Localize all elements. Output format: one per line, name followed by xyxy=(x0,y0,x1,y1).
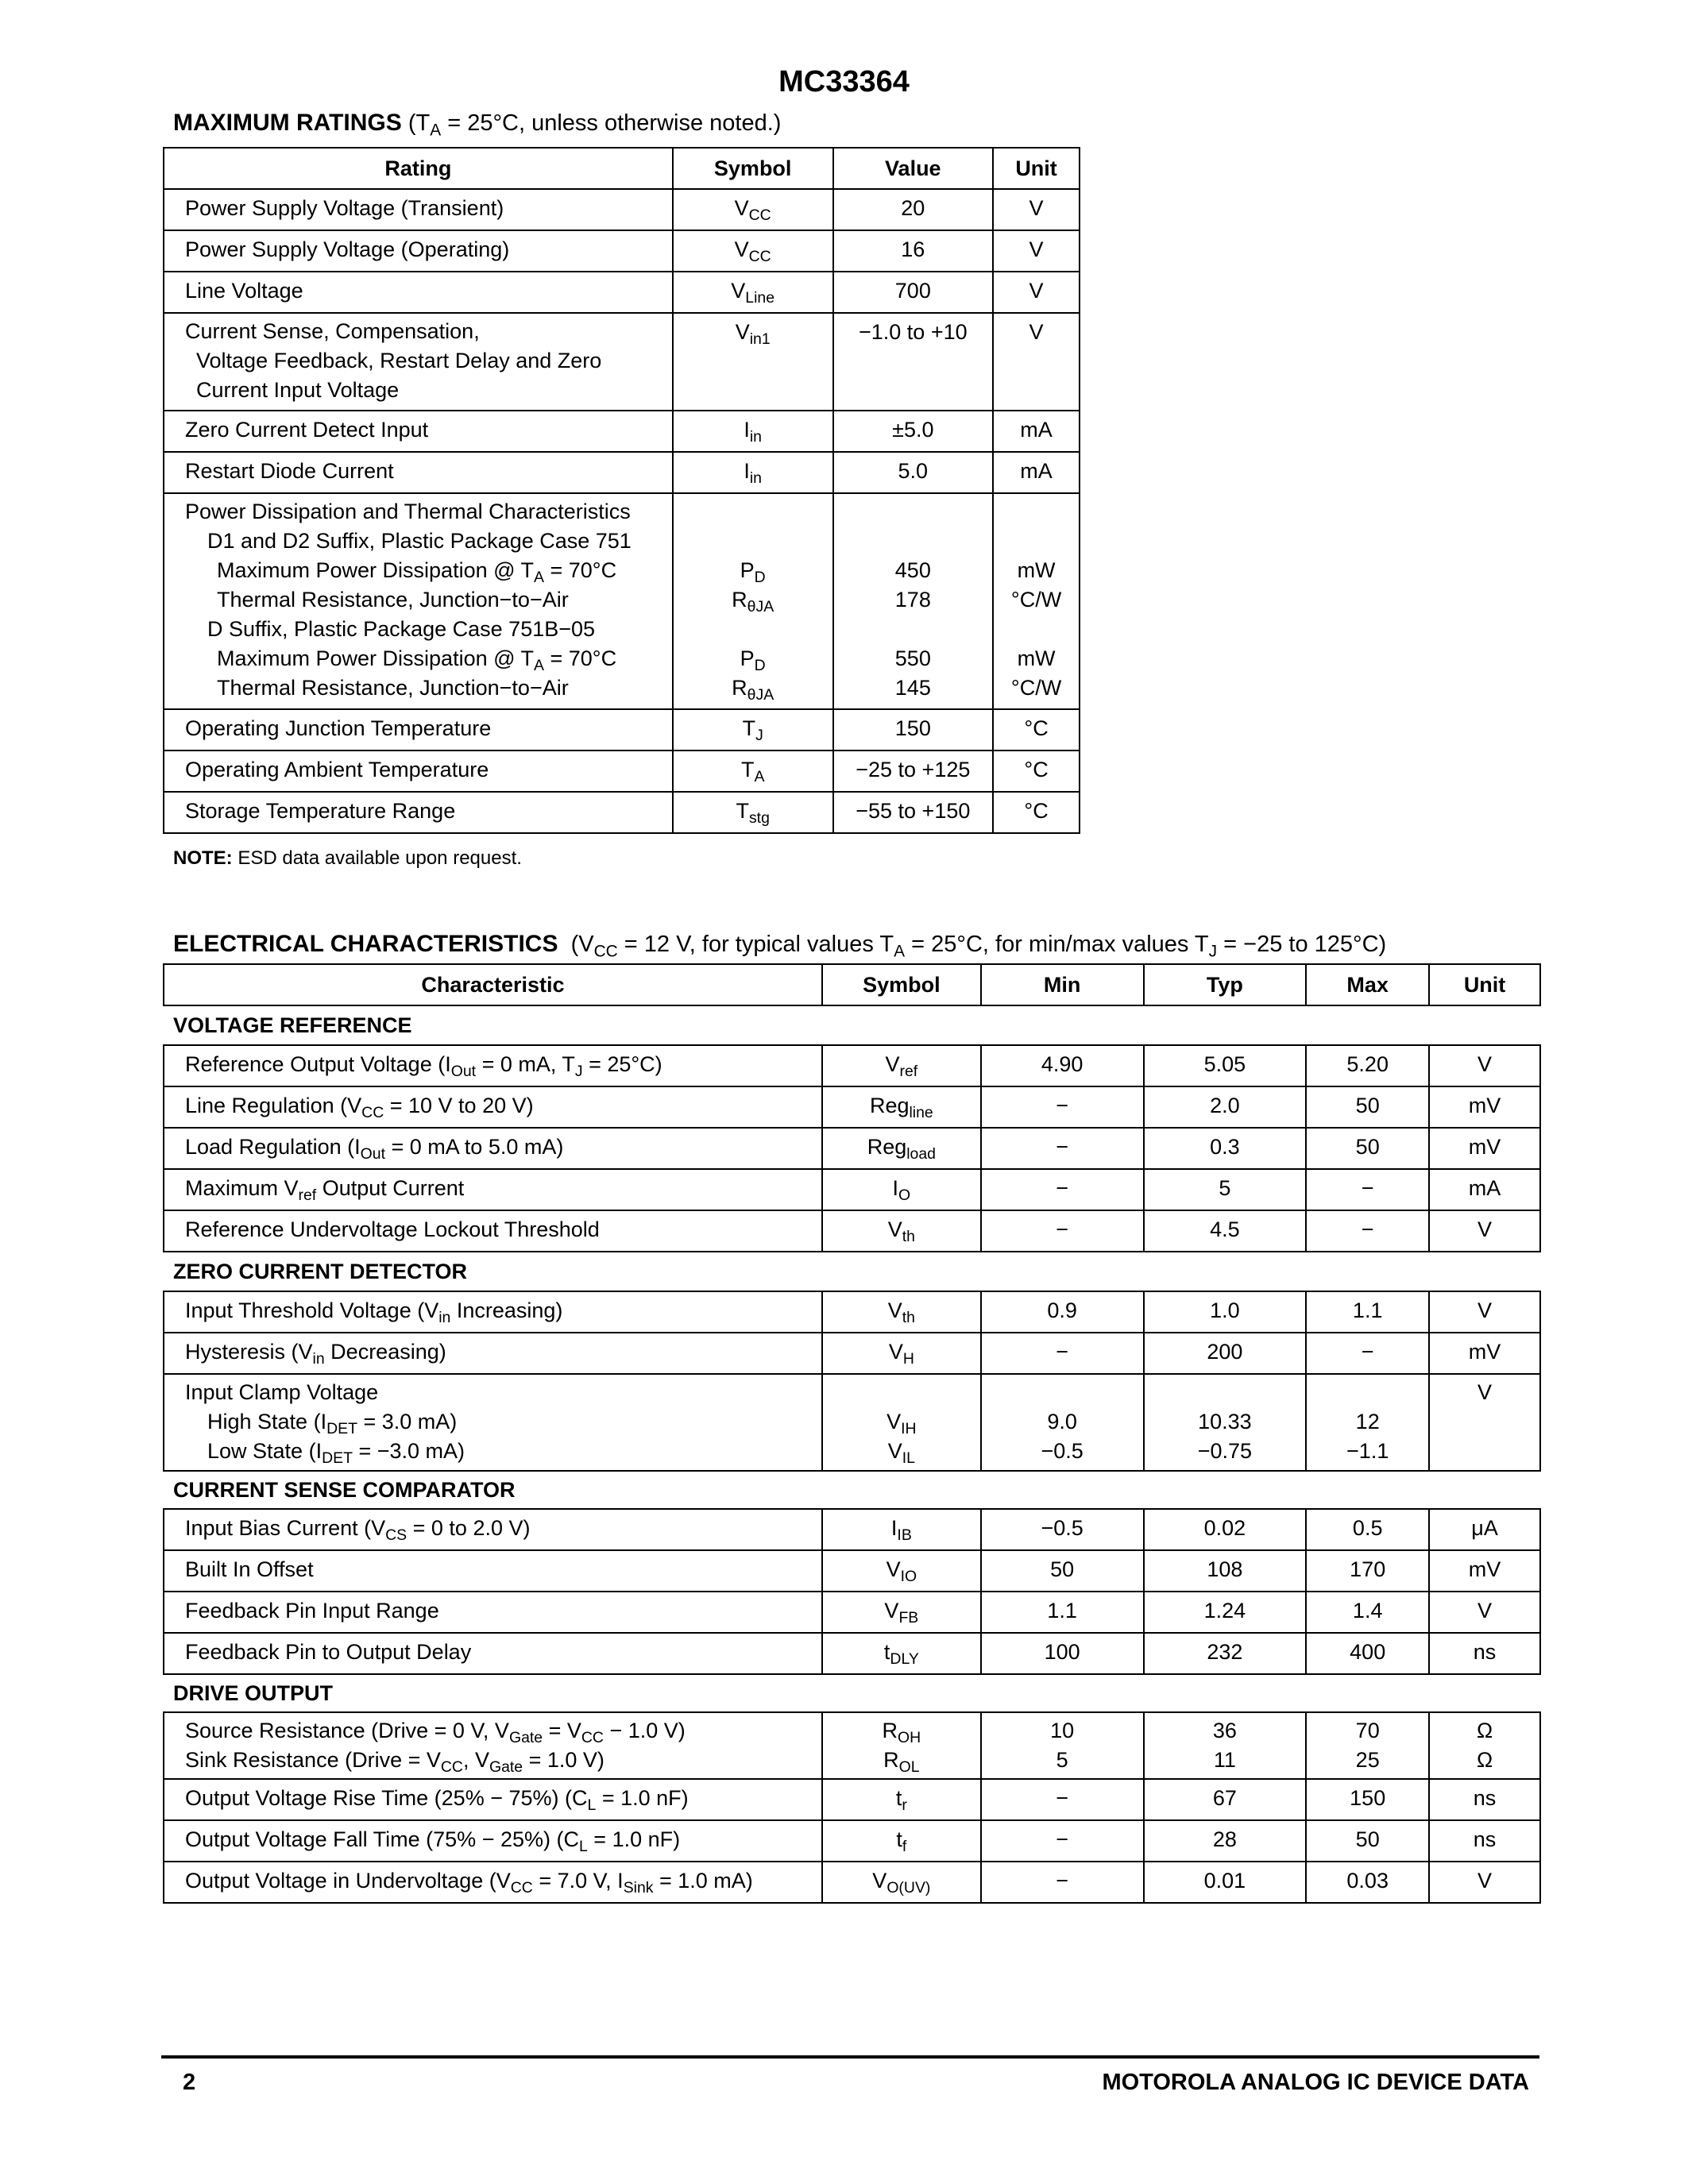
typ-cell: 67 xyxy=(1144,1779,1307,1820)
table-header-row xyxy=(164,148,1080,189)
min-cell: − xyxy=(981,1862,1144,1903)
symbol-cell: $T_J$ xyxy=(673,709,833,751)
typ-cell: 4.5 xyxy=(1144,1210,1307,1252)
unit-cell: V xyxy=(993,189,1080,230)
typ-cell: 1.24 xyxy=(1144,1592,1307,1633)
table-row xyxy=(164,452,1080,493)
max-cell: 0.03 xyxy=(1306,1862,1429,1903)
unit-cell: °C xyxy=(993,751,1080,792)
column-header: Unit xyxy=(993,148,1080,189)
min-cell: 9.0 −0.5 xyxy=(981,1374,1144,1471)
max-ratings-heading: MAXIMUM RATINGS ($T_A = 25^\circ C$, unless otherwise noted.) xyxy=(173,110,782,140)
characteristic-cell: Output Voltage Fall Time (75% − 25%) ($C_L = 1.0$ nF) xyxy=(164,1820,822,1862)
table-row xyxy=(164,709,1080,751)
unit-cell: mA xyxy=(993,411,1080,452)
max-cell: 0.5 xyxy=(1306,1509,1429,1550)
table-row xyxy=(164,1086,1540,1128)
electrical-heading: ELECTRICAL CHARACTERISTICS ($V_{CC} = 12$ V, for typical values $T_A = 25^\circ C$, for min/max values $T_J = -25$ to 125°C) xyxy=(173,931,1387,961)
symbol-cell: $t_f$ xyxy=(822,1820,981,1862)
max-cell: 50 xyxy=(1306,1128,1429,1169)
characteristic-cell: Hysteresis ($V_{in}$ Decreasing) xyxy=(164,1333,822,1374)
characteristic-cell: Input Bias Current ($V_{CS} = 0$ to 2.0 V) xyxy=(164,1509,822,1550)
rating-cell: Operating Ambient Temperature xyxy=(164,751,673,792)
table-row xyxy=(164,1550,1540,1592)
rating-cell: Line Voltage xyxy=(164,272,673,313)
column-header: Rating xyxy=(164,148,673,189)
typ-cell: 2.0 xyxy=(1144,1086,1307,1128)
table-row xyxy=(164,272,1080,313)
group-row xyxy=(164,1471,1540,1509)
symbol-cell: $t_{DLY}$ xyxy=(822,1633,981,1674)
table-row xyxy=(164,751,1080,792)
max-cell: 150 xyxy=(1306,1779,1429,1820)
symbol-cell: $t_r$ xyxy=(822,1779,981,1820)
table-row xyxy=(164,1592,1540,1633)
min-cell: −0.5 xyxy=(981,1509,1144,1550)
characteristic-cell: Reference Undervoltage Lockout Threshold xyxy=(164,1210,822,1252)
max-cell: 12 −1.1 xyxy=(1306,1374,1429,1471)
table-row xyxy=(164,1169,1540,1210)
symbol-cell: $T_A$ xyxy=(673,751,833,792)
column-header: Symbol xyxy=(673,148,833,189)
typ-cell: 10.33 −0.75 xyxy=(1144,1374,1307,1471)
typ-cell: 232 xyxy=(1144,1633,1307,1674)
max-cell: 5.20 xyxy=(1306,1045,1429,1086)
value-cell: 16 xyxy=(833,230,994,272)
table-row xyxy=(164,1633,1540,1674)
table-row xyxy=(164,1374,1540,1471)
unit-cell: mA xyxy=(1429,1169,1540,1210)
max-cell: 1.1 xyxy=(1306,1291,1429,1333)
esd-note: NOTE: ESD data available upon request. xyxy=(173,847,522,869)
unit-cell: mV xyxy=(1429,1128,1540,1169)
characteristic-cell: Feedback Pin to Output Delay xyxy=(164,1633,822,1674)
table-row xyxy=(164,411,1080,452)
column-header: Value xyxy=(833,148,994,189)
table-row xyxy=(164,1333,1540,1374)
table-row xyxy=(164,1820,1540,1862)
symbol-cell: $I_O$ xyxy=(822,1169,981,1210)
table-row xyxy=(164,1509,1540,1550)
value-cell: ±5.0 xyxy=(833,411,994,452)
min-cell: − xyxy=(981,1779,1144,1820)
typ-cell: 28 xyxy=(1144,1820,1307,1862)
rating-cell: Power Dissipation and Thermal Characteristics D1 and D2 Suffix, Plastic Package Case 751 Maximum Power Dissipation @ $T_A = 70^\circ C$ Thermal Resistance, Junction−to−Air D Suffix, Plastic Package Case 751B−05 Maximum Power Dissipation @ $T_A = 70^\circ C$ Thermal Resistance, Junction−to−Air xyxy=(164,493,673,709)
symbol-cell: $V_{IH}$ $V_{IL}$ xyxy=(822,1374,981,1471)
unit-cell: ns xyxy=(1429,1633,1540,1674)
min-cell: 50 xyxy=(981,1550,1144,1592)
unit-cell: ns xyxy=(1429,1820,1540,1862)
max-cell: 400 xyxy=(1306,1633,1429,1674)
table-row xyxy=(164,230,1080,272)
symbol-cell: $V_{ref}$ xyxy=(822,1045,981,1086)
rating-cell: Zero Current Detect Input xyxy=(164,411,673,452)
symbol-cell: $R_{OH}$ $R_{OL}$ xyxy=(822,1712,981,1779)
symbol-cell: $V_{FB}$ xyxy=(822,1592,981,1633)
column-header: Characteristic xyxy=(164,964,822,1005)
table-row xyxy=(164,1210,1540,1252)
typ-cell: 200 xyxy=(1144,1333,1307,1374)
page-number: 2 xyxy=(183,2070,196,2095)
group-row xyxy=(164,1674,1540,1712)
max-ratings-table xyxy=(163,147,1080,834)
unit-cell: V xyxy=(1429,1045,1540,1086)
max-cell: 70 25 xyxy=(1306,1712,1429,1779)
value-cell: −1.0 to +10 xyxy=(833,313,994,411)
symbol-cell: $V_{in1}$ xyxy=(673,313,833,411)
characteristic-cell: Source Resistance (Drive = 0 V, $V_{Gate} = V_{CC} - 1.0$ V) Sink Resistance (Drive = $V_{CC}$, $V_{Gate} = 1.0$ V) xyxy=(164,1712,822,1779)
typ-cell: 0.3 xyxy=(1144,1128,1307,1169)
characteristic-cell: Load Regulation ($I_{Out} = 0$ mA to 5.0 mA) xyxy=(164,1128,822,1169)
symbol-cell: $V_{Line}$ xyxy=(673,272,833,313)
unit-cell: V xyxy=(993,272,1080,313)
value-cell: 700 xyxy=(833,272,994,313)
max-cell: − xyxy=(1306,1210,1429,1252)
characteristic-cell: Input Clamp Voltage High State ($I_{DET} = 3.0$ mA) Low State ($I_{DET} = -3.0$ mA) xyxy=(164,1374,822,1471)
column-header: Max xyxy=(1306,964,1429,1005)
symbol-cell: $V_{th}$ xyxy=(822,1291,981,1333)
unit-cell: V xyxy=(993,230,1080,272)
symbol-cell: $P_D$ $R_{\theta JA}$ $P_D$ $R_{\theta JA}$ xyxy=(673,493,833,709)
typ-cell: 5 xyxy=(1144,1169,1307,1210)
typ-cell: 5.05 xyxy=(1144,1045,1307,1086)
value-cell: 150 xyxy=(833,709,994,751)
characteristic-cell: Output Voltage in Undervoltage ($V_{CC} = 7.0$ V, $I_{Sink} = 1.0$ mA) xyxy=(164,1862,822,1903)
min-cell: − xyxy=(981,1820,1144,1862)
characteristic-cell: Feedback Pin Input Range xyxy=(164,1592,822,1633)
table-row xyxy=(164,1291,1540,1333)
group-heading: VOLTAGE REFERENCE xyxy=(164,1005,1540,1045)
min-cell: − xyxy=(981,1210,1144,1252)
min-cell: 4.90 xyxy=(981,1045,1144,1086)
max-cell: 50 xyxy=(1306,1820,1429,1862)
unit-cell: mV xyxy=(1429,1086,1540,1128)
page-title: MC33364 xyxy=(778,65,910,98)
typ-cell: 36 11 xyxy=(1144,1712,1307,1779)
rating-cell: Power Supply Voltage (Operating) xyxy=(164,230,673,272)
typ-cell: 0.02 xyxy=(1144,1509,1307,1550)
max-cell: 1.4 xyxy=(1306,1592,1429,1633)
rating-cell: Power Supply Voltage (Transient) xyxy=(164,189,673,230)
min-cell: 1.1 xyxy=(981,1592,1144,1633)
symbol-cell: $V_{CC}$ xyxy=(673,189,833,230)
symbol-cell: $V_{O(UV)}$ xyxy=(822,1862,981,1903)
group-heading: CURRENT SENSE COMPARATOR xyxy=(164,1471,1540,1509)
unit-cell: mV xyxy=(1429,1550,1540,1592)
unit-cell: V xyxy=(993,313,1080,411)
unit-cell: mV xyxy=(1429,1333,1540,1374)
symbol-cell: $T_{stg}$ xyxy=(673,792,833,833)
symbol-cell: Reg$_{line}$ xyxy=(822,1086,981,1128)
min-cell: − xyxy=(981,1128,1144,1169)
table-row xyxy=(164,493,1080,709)
unit-cell: V xyxy=(1429,1592,1540,1633)
min-cell: 10 5 xyxy=(981,1712,1144,1779)
unit-cell: mW °C/W mW °C/W xyxy=(993,493,1080,709)
group-row xyxy=(164,1005,1540,1045)
characteristic-cell: Input Threshold Voltage ($V_{in}$ Increasing) xyxy=(164,1291,822,1333)
value-cell: 20 xyxy=(833,189,994,230)
unit-cell: Ω Ω xyxy=(1429,1712,1540,1779)
value-cell: −55 to +150 xyxy=(833,792,994,833)
characteristic-cell: Reference Output Voltage ($I_{Out} = 0$ mA, $T_J = 25^\circ C$) xyxy=(164,1045,822,1086)
group-row xyxy=(164,1252,1540,1291)
column-header: Min xyxy=(981,964,1144,1005)
table-row xyxy=(164,1862,1540,1903)
characteristic-cell: Built In Offset xyxy=(164,1550,822,1592)
symbol-cell: $I_{in}$ xyxy=(673,452,833,493)
unit-cell: °C xyxy=(993,792,1080,833)
characteristic-cell: Line Regulation ($V_{CC} = 10$ V to 20 V) xyxy=(164,1086,822,1128)
table-header-row xyxy=(164,964,1540,1005)
group-heading: ZERO CURRENT DETECTOR xyxy=(164,1252,1540,1291)
typ-cell: 1.0 xyxy=(1144,1291,1307,1333)
electrical-characteristics-table xyxy=(163,963,1541,1904)
rating-cell: Operating Junction Temperature xyxy=(164,709,673,751)
max-cell: − xyxy=(1306,1333,1429,1374)
max-cell: 50 xyxy=(1306,1086,1429,1128)
min-cell: − xyxy=(981,1086,1144,1128)
symbol-cell: Reg$_{load}$ xyxy=(822,1128,981,1169)
min-cell: 0.9 xyxy=(981,1291,1144,1333)
unit-cell: μA xyxy=(1429,1509,1540,1550)
symbol-cell: $V_{IO}$ xyxy=(822,1550,981,1592)
table-row xyxy=(164,1128,1540,1169)
value-cell: 450 178 550 145 xyxy=(833,493,994,709)
min-cell: − xyxy=(981,1169,1144,1210)
footer-divider xyxy=(161,2055,1539,2059)
rating-cell: Storage Temperature Range xyxy=(164,792,673,833)
unit-cell: °C xyxy=(993,709,1080,751)
unit-cell: V xyxy=(1429,1210,1540,1252)
symbol-cell: $I_{IB}$ xyxy=(822,1509,981,1550)
table-row xyxy=(164,313,1080,411)
unit-cell: mA xyxy=(993,452,1080,493)
footer-publisher: MOTOROLA ANALOG IC DEVICE DATA xyxy=(1102,2070,1529,2095)
unit-cell: V xyxy=(1429,1862,1540,1903)
group-heading: DRIVE OUTPUT xyxy=(164,1674,1540,1712)
characteristic-cell: Output Voltage Rise Time (25% − 75%) ($C_L = 1.0$ nF) xyxy=(164,1779,822,1820)
value-cell: 5.0 xyxy=(833,452,994,493)
unit-cell: V xyxy=(1429,1291,1540,1333)
table-row xyxy=(164,1045,1540,1086)
table-row xyxy=(164,1779,1540,1820)
symbol-cell: $V_H$ xyxy=(822,1333,981,1374)
rating-cell: Current Sense, Compensation, Voltage Feedback, Restart Delay and Zero Current Input Voltage xyxy=(164,313,673,411)
unit-cell: ns xyxy=(1429,1779,1540,1820)
min-cell: 100 xyxy=(981,1633,1144,1674)
typ-cell: 0.01 xyxy=(1144,1862,1307,1903)
characteristic-cell: Maximum $V_{ref}$ Output Current xyxy=(164,1169,822,1210)
column-header: Typ xyxy=(1144,964,1307,1005)
table-row xyxy=(164,189,1080,230)
symbol-cell: $I_{in}$ xyxy=(673,411,833,452)
symbol-cell: $V_{CC}$ xyxy=(673,230,833,272)
table-row xyxy=(164,792,1080,833)
typ-cell: 108 xyxy=(1144,1550,1307,1592)
rating-cell: Restart Diode Current xyxy=(164,452,673,493)
table-row xyxy=(164,1712,1540,1779)
value-cell: −25 to +125 xyxy=(833,751,994,792)
symbol-cell: $V_{th}$ xyxy=(822,1210,981,1252)
column-header: Symbol xyxy=(822,964,981,1005)
column-header: Unit xyxy=(1429,964,1540,1005)
min-cell: − xyxy=(981,1333,1144,1374)
max-cell: − xyxy=(1306,1169,1429,1210)
max-cell: 170 xyxy=(1306,1550,1429,1592)
unit-cell: V xyxy=(1429,1374,1540,1471)
